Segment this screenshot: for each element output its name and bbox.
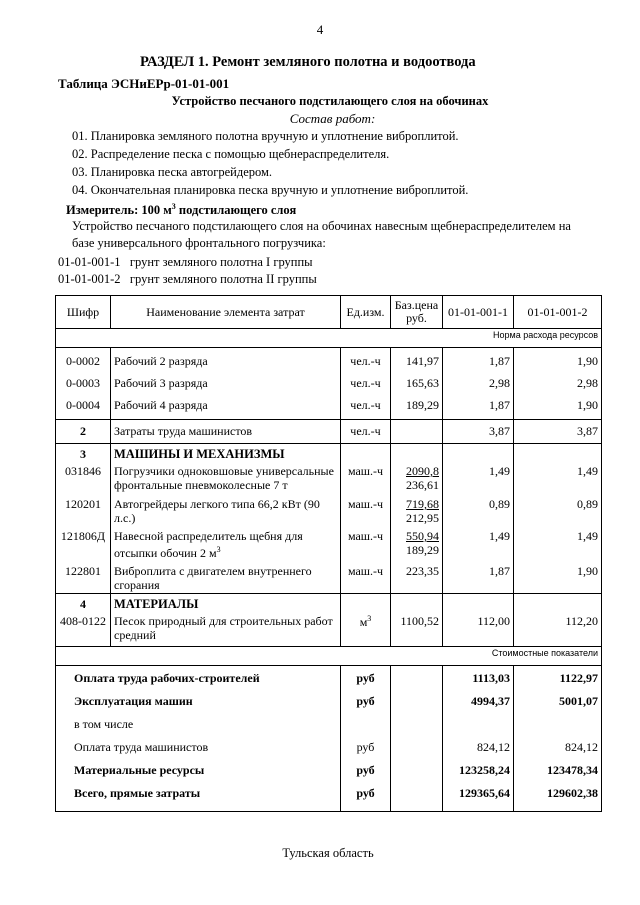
price-machine: 550,94 — [406, 529, 439, 543]
row-unit: чел.-ч — [341, 420, 391, 444]
row-code: 408-0122 — [56, 613, 111, 647]
summary-value-2: 123478,34 — [514, 759, 602, 782]
row-value-1: 3,87 — [443, 420, 514, 444]
group-row-machines — [56, 444, 602, 464]
row-name: Рабочий 3 разряда — [111, 375, 341, 397]
row-value-2: 1,90 — [514, 348, 602, 376]
summary-name: Материальные ресурсы — [56, 759, 341, 782]
row-name: Рабочий 2 разряда — [111, 348, 341, 376]
cost-label-row — [56, 647, 602, 666]
summary-value-2: 1122,97 — [514, 666, 602, 691]
row-price-empty — [391, 420, 443, 444]
row-price: 165,63 — [391, 375, 443, 397]
row-price: 223,35 — [391, 561, 443, 594]
row-price — [391, 526, 443, 561]
summary-value-1: 824,12 — [443, 736, 514, 759]
row-unit: маш.-ч — [341, 526, 391, 561]
summary-value-1 — [443, 713, 514, 736]
row-unit: маш.-ч — [341, 493, 391, 526]
page-number: 4 — [316, 22, 324, 37]
summary-row — [56, 736, 602, 759]
row-value-2: 2,98 — [514, 375, 602, 397]
work-item: 02. Распределение песка с помощью щебнераспределителя. — [72, 147, 390, 161]
summary-row — [56, 782, 602, 812]
row-value-1: 112,00 — [443, 613, 514, 647]
header-name: Наименование элемента затрат — [111, 296, 341, 329]
summary-value-2 — [514, 713, 602, 736]
description-line: Устройство песчаного подстилающего слоя на обочинах навесным щебнераспределителем на — [72, 219, 571, 233]
summary-row — [56, 759, 602, 782]
section-title: РАЗДЕЛ 1. Ремонт земляного полотна и водоотвода — [140, 54, 476, 70]
group-title: МАТЕРИАЛЫ — [111, 594, 341, 614]
summary-name: Всего, прямые затраты — [56, 782, 341, 812]
summary-row — [56, 690, 602, 713]
empty-cell — [391, 690, 443, 713]
row-value-1: 1,49 — [443, 526, 514, 561]
table-row — [56, 348, 602, 376]
table-header-row — [56, 296, 602, 329]
composition-header: Состав работ: — [289, 111, 376, 126]
summary-name: Оплата труда машинистов — [56, 736, 341, 759]
table-subtitle: Устройство песчаного подстилающего слоя на обочинах — [171, 94, 489, 108]
summary-value-1: 123258,24 — [443, 759, 514, 782]
row-price — [391, 463, 443, 493]
cost-label: Стоимостные показатели — [56, 647, 602, 666]
empty-cell — [341, 594, 391, 614]
row-price — [391, 493, 443, 526]
resource-table — [55, 295, 602, 812]
summary-value-1: 129365,64 — [443, 782, 514, 812]
table-row — [56, 613, 602, 647]
description-line: базе универсального фронтального погрузчика: — [72, 236, 326, 250]
row-value-2: 1,90 — [514, 561, 602, 594]
empty-cell — [341, 444, 391, 464]
row-code: 2 — [56, 420, 111, 444]
summary-value-1: 4994,37 — [443, 690, 514, 713]
work-item: 03. Планировка песка автогрейдером. — [72, 165, 273, 179]
row-unit: чел.-ч — [341, 375, 391, 397]
row-code: 0-0004 — [56, 397, 111, 420]
row-value-1: 1,87 — [443, 348, 514, 376]
group-code: 3 — [56, 444, 111, 464]
summary-unit — [341, 713, 391, 736]
row-unit: чел.-ч — [341, 397, 391, 420]
norm-label-row — [56, 329, 602, 348]
empty-cell — [443, 594, 514, 614]
machinists-row — [56, 420, 602, 444]
row-name: Навесной распределитель щебня для отсыпки обочин 2 $м^3$ — [111, 526, 341, 561]
empty-cell — [391, 759, 443, 782]
summary-name: в том числе — [56, 713, 341, 736]
row-code: 122801 — [56, 561, 111, 594]
group-row-materials — [56, 594, 602, 614]
row-code: 0-0002 — [56, 348, 111, 376]
variant-item: 01-01-001-2 грунт земляного полотна II группы — [58, 272, 317, 286]
work-item: 04. Окончательная планировка песка вручную и уплотнение виброплитой. — [72, 183, 469, 197]
row-unit: $м^3$ — [341, 613, 391, 647]
row-value-1: 1,87 — [443, 397, 514, 420]
empty-cell — [391, 444, 443, 464]
row-value-2: 112,20 — [514, 613, 602, 647]
row-value-1: 2,98 — [443, 375, 514, 397]
summary-unit: руб — [341, 690, 391, 713]
row-value-2: 1,49 — [514, 463, 602, 493]
row-name: Погрузчики одноковшовые универсальные фронтальные пневмоколесные 7 т — [111, 463, 341, 493]
summary-unit: руб — [341, 736, 391, 759]
row-value-1: 1,49 — [443, 463, 514, 493]
empty-cell — [443, 444, 514, 464]
empty-cell — [391, 782, 443, 812]
row-unit: маш.-ч — [341, 561, 391, 594]
row-value-2: 1,90 — [514, 397, 602, 420]
table-row — [56, 561, 602, 594]
row-value-1: 0,89 — [443, 493, 514, 526]
row-price: 141,97 — [391, 348, 443, 376]
page-footer: Тульская область — [282, 846, 374, 860]
row-name: Песок природный для строительных работ средний — [111, 613, 341, 647]
row-name: Затраты труда машинистов — [111, 420, 341, 444]
header-unit: Ед.изм. — [341, 296, 391, 329]
measure-unit: Измеритель: 100 $м^3$ подстилающего слоя — [66, 202, 297, 218]
row-code: 0-0003 — [56, 375, 111, 397]
work-item: 01. Планировка земляного полотна вручную и уплотнение виброплитой. — [72, 129, 459, 143]
row-unit: чел.-ч — [341, 348, 391, 376]
price-operator: 189,29 — [406, 543, 439, 557]
empty-cell — [391, 594, 443, 614]
row-code: 120201 — [56, 493, 111, 526]
price-machine: 719,68 — [406, 497, 439, 511]
summary-unit: руб — [341, 782, 391, 812]
summary-value-2: 824,12 — [514, 736, 602, 759]
group-title: МАШИНЫ И МЕХАНИЗМЫ — [111, 444, 341, 464]
row-code: 121806Д — [56, 526, 111, 561]
empty-cell — [391, 713, 443, 736]
summary-value-2: 5001,07 — [514, 690, 602, 713]
row-value-2: 1,49 — [514, 526, 602, 561]
norm-label: Норма расхода ресурсов — [56, 329, 602, 348]
summary-name: Оплата труда рабочих-строителей — [56, 666, 341, 691]
summary-unit: руб — [341, 759, 391, 782]
empty-cell — [391, 736, 443, 759]
row-unit: маш.-ч — [341, 463, 391, 493]
row-name: Автогрейдеры легкого типа 66,2 кВт (90 л.с.) — [111, 493, 341, 526]
row-name: Виброплита с двигателем внутреннего сгорания — [111, 561, 341, 594]
group-code: 4 — [56, 594, 111, 614]
empty-cell — [514, 594, 602, 614]
price-operator: 212,95 — [406, 511, 439, 525]
summary-value-2: 129602,38 — [514, 782, 602, 812]
table-row — [56, 375, 602, 397]
table-row — [56, 397, 602, 420]
row-name: Рабочий 4 разряда — [111, 397, 341, 420]
row-price: 1100,52 — [391, 613, 443, 647]
summary-row — [56, 713, 602, 736]
variant-item: 01-01-001-1 грунт земляного полотна I группы — [58, 255, 313, 269]
header-code: Шифр — [56, 296, 111, 329]
summary-unit: руб — [341, 666, 391, 691]
row-value-1: 1,87 — [443, 561, 514, 594]
table-row — [56, 493, 602, 526]
summary-name: Эксплуатация машин — [56, 690, 341, 713]
row-code: 031846 — [56, 463, 111, 493]
row-value-2: 3,87 — [514, 420, 602, 444]
table-row — [56, 463, 602, 493]
header-variant-2: 01-01-001-2 — [514, 296, 602, 329]
row-value-2: 0,89 — [514, 493, 602, 526]
empty-cell — [514, 444, 602, 464]
summary-row — [56, 666, 602, 691]
empty-cell — [391, 666, 443, 691]
row-price: 189,29 — [391, 397, 443, 420]
table-row — [56, 526, 602, 561]
price-machine: 2090,8 — [406, 464, 439, 478]
table-name: Таблица ЭСНиЕРр-01-01-001 — [58, 76, 230, 91]
header-variant-1: 01-01-001-1 — [443, 296, 514, 329]
header-price: Баз.цена руб. — [391, 296, 443, 329]
price-operator: 236,61 — [406, 478, 439, 492]
summary-value-1: 1113,03 — [443, 666, 514, 691]
